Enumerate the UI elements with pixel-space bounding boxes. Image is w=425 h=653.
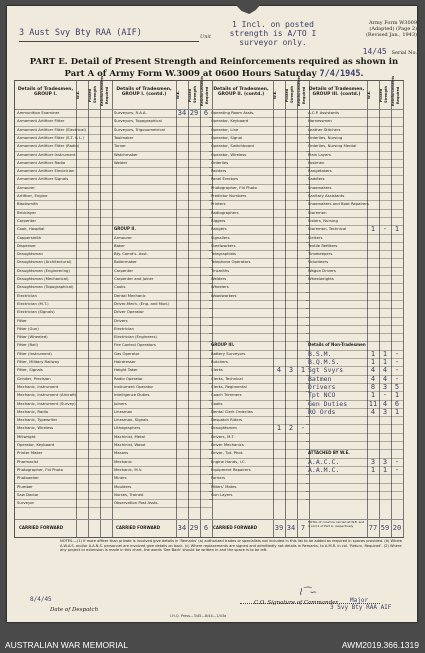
serial-label: Serial No. [391,50,417,56]
count-value: 29 [189,109,199,117]
count-value: 1 [394,407,400,416]
unit-field: 3 Aust Svy Bty RAA (AIF) [19,28,199,42]
carried-forward-label: CARRIED FORWARD [19,525,64,530]
trade-label: Draughtsman (Architectural) [17,259,72,265]
non-tradesman-label: B.Q.M.S. [308,358,340,366]
totals-label: TOTAL of columns carried at W.E. and 1 and 2 of Part A, respectively [308,520,365,528]
trade-label: Orderlies, Nursing [308,134,343,140]
subcolumn-header: Reinforcements Required [100,75,109,106]
trade-label: Operator, Signal [211,134,243,140]
trade-label: Mechanic, Typewriter [17,417,58,423]
row-line [112,184,212,185]
count-value: - [394,374,400,383]
row-line [209,333,309,334]
trade-label: Operating Room Assts. [211,110,255,115]
trade-label: Postmen [308,159,325,165]
trade-label: Fitters' Mates [211,483,237,489]
archive-id: AWM2019.366.1319 [341,640,419,650]
trade-label: Mechanic, Instrument (Survey) [17,400,76,406]
trade-label: Plain Layers [308,151,331,157]
trade-label: Clerks [211,367,223,373]
group-heading: GROUP III. [211,342,235,348]
trade-label: Orderlies, Nursing Mental [308,143,357,149]
row-line [306,300,403,301]
non-tradesman-label: Gen Duties [308,399,348,408]
trade-label: Draughtsmen [211,425,237,431]
trade-label: Electrician [114,325,134,331]
trade-label: Electrician (M.T.) [17,300,49,306]
trade-label: Dispenser [17,242,36,248]
trade-label: Battery Surveyors [211,350,246,356]
count-value: - [394,465,400,474]
trade-label: Observation Post Assts. [114,500,159,506]
trade-label: Mechanic, M.V. [114,466,143,472]
form-adapted: (Adapted) (Page 2) [369,26,417,32]
trade-label: Wagon Drivers [308,267,336,273]
row-line [306,308,403,309]
typed-note: 1 Incl. on posted strength is A/TO I surveyor only. [229,20,317,47]
trade-label: Radiographers [211,209,239,215]
count-value: 3 [382,457,388,466]
row-line [112,200,212,201]
trade-label: Mechanic, Wireless [17,425,54,431]
subcolumn-header: W.E. [176,90,180,100]
total-value: 39 [274,524,284,532]
trade-label: Equipment Repairers [211,466,251,472]
row-line [306,441,403,442]
non-tradesman-label: Drivers [308,382,336,391]
trade-label: Drivers, M.T. [211,433,235,439]
trade-label: Signallers [211,234,230,240]
trade-label: Predictor Numbers [211,193,247,198]
trade-label: Fitter (Instrument) [17,350,52,356]
carried-forward-label: CARRIED FORWARD [213,525,258,530]
trade-label: Millwright [17,433,36,439]
trade-label: Timekeepers [308,251,333,257]
column-header: Details of Tradesmen, GROUP III. (contd.) [308,87,365,97]
unit-label: Unit [200,34,212,40]
trade-label: Boilermaker [114,259,137,265]
trade-label: Masons [114,450,129,456]
trade-label: Printer Maker [17,450,43,456]
trade-label: Instrument Operator [114,383,154,389]
count-value: - [394,366,400,375]
trade-label: Sisters, Nursing [308,217,338,223]
count-value: 1 [370,391,376,400]
column-header: Details of Tradesmen, GROUP I. [17,87,74,97]
row-line [306,433,403,434]
count-value: 3 [370,457,376,466]
row-line [15,507,112,508]
trade-label: Panel Erectors [211,176,239,182]
row-line [306,292,403,293]
serial-value: 14/45 [362,47,387,56]
count-value: 4 [370,407,376,416]
form-number-block [337,20,417,38]
trade-label: Nurses, Trained [114,491,144,497]
total-value: 34 [177,524,187,532]
trade-label: Operator, Switchboard [211,143,254,149]
subcolumn-header: W.E. [367,90,371,100]
row-line [209,317,309,318]
trade-label: Pharmacist [17,458,39,464]
non-tradesman-label: Batmen [308,374,332,383]
trade-label: Armament Artificer Instrument [17,151,76,157]
trade-label: Bty. Comd's. Asst. [114,251,148,257]
trade-label: Strikers [308,234,323,240]
row-line [306,333,403,334]
trade-label: Harnessmen [308,118,332,124]
count-value: - [382,225,388,234]
row-line [112,209,212,210]
trade-label: Armament Artificer Signals [17,176,69,182]
non-tradesman-label: RO Ords [308,407,336,416]
trade-label: Despatch Riders [211,417,243,423]
count-value: 4 [370,366,376,375]
trade-label: Telephone Operators [211,259,251,265]
trade-label: Dental Mechanic [114,292,146,298]
signature-unit: 3 Svy Bty RAA AIF [330,604,392,611]
trade-label: Fire Control Operators [114,342,156,348]
row-line [209,308,309,309]
count-value: 1 [382,465,388,474]
trade-label: Mechanic [114,458,132,464]
trade-label: Carpenter [114,267,134,273]
trade-label: Height Taker [114,367,138,373]
form-title-suffix: . [360,69,364,79]
trade-label: Storemen, Technical [308,226,347,232]
row-line [306,499,403,500]
count-value: 6 [203,109,209,117]
count-value: 1 [370,465,376,474]
trade-label: Toolmaker [114,134,134,140]
serial-number [337,47,417,56]
trade-label: Gas Operator [114,350,140,356]
attached-label: A.A.M.C. [308,465,340,474]
trade-label: Saw Doctor [17,491,39,497]
count-value: 1 [382,349,388,358]
total-value: 77 [368,524,378,532]
total-value: 34 [286,524,296,532]
row-line [112,167,212,168]
trade-label: Mechanic, Radio [17,408,49,414]
trade-label: Orderlies [211,159,229,165]
trade-label: Clerks, Technical [211,375,243,381]
trade-label: Cooks [114,284,126,290]
trade-label: Draughtsman (Mechanical) [17,276,69,281]
trade-label: Sanitary Assistants [308,193,345,198]
count-value: 1 [370,225,376,234]
count-value: 4 [382,374,388,383]
trade-label: Linesman, Signals [114,417,149,423]
trade-label: Plumber [17,483,33,489]
count-value: 1 [370,358,376,366]
form-title-prefix: Part A of Army Form W.3009 at 0600 Hours Saturday [64,69,317,79]
total-value: 29 [189,524,199,532]
trade-label: Rangetakers [308,168,332,174]
count-value: 5 [394,382,400,391]
row-line [306,483,403,484]
archive-name: AUSTRALIAN WAR MEMORIAL [5,640,128,650]
trade-label: Armourer [114,234,132,240]
non-tradesman-label: B.S.M. [308,349,332,358]
row-line [306,416,403,417]
trade-label: Photowriter [17,475,39,481]
trade-label: Joiners [114,400,127,406]
subcolumn-header: W.E. [76,90,80,100]
trade-label: A.C.P. Assistants [308,110,339,115]
count-value: - [394,349,400,358]
trade-label: Operator, Keyboard [211,118,249,124]
trade-label: Leather Stitchers [308,126,341,132]
trade-label: Driver Mechanics [211,442,244,447]
trade-label: Farriers [211,475,226,481]
trade-label: Steelworkers [211,242,236,248]
row-line [306,283,403,284]
count-value: 3 [382,407,388,416]
trade-label: Blacksmith [17,201,38,207]
trade-label: Photographer, Fld Photo [17,466,63,472]
strength-table [14,75,404,538]
row-line [306,317,403,318]
trade-label: Lithographers [114,425,141,431]
group-heading: GROUP II. [114,226,136,232]
form-revised: (Revised Jan., 1943) [365,32,417,38]
column-header: Details of Tradesmen, GROUP I. (contd.) [116,87,172,97]
total-value: 6 [203,524,209,532]
trade-label: Telegraphists [211,251,237,257]
form-title-line1: PART E. Detail of Present Strength and Reinforcements required as shown in [29,57,399,67]
count-value: 3 [382,382,388,391]
trade-label: Cook, Hospital [17,226,45,232]
trade-label: Carpenter [17,217,37,223]
attached-label: A.A.C.C. [308,457,340,466]
trade-label: Riggers [211,217,226,223]
printer-imprint: I.H.Q. Press—3/45—8/44—1/43a [170,614,227,618]
trade-label: Operator, Keyboard [17,442,55,447]
trade-label: Draughtsman [17,251,43,257]
trade-label: Gun Layers [211,491,233,497]
row-line [306,325,403,326]
archive-footer [0,627,425,653]
row-line [306,491,403,492]
row-line [209,300,309,301]
count-value: 2 [288,424,294,433]
trade-label: Fitter, Military Railway [17,359,60,364]
trade-label: Surveyors, Topographical [114,118,162,124]
subcolumn-header: Posted Strength [88,86,97,104]
trade-label: Intelligence Duties [114,392,150,398]
trade-label: Cooks [211,400,223,406]
form-title-date: 7/4/1945 [319,69,361,79]
trade-label: Electrician [17,292,37,298]
total-value: 20 [392,524,402,532]
row-line [209,499,309,500]
count-value: 11 [368,399,378,408]
row-line [209,325,309,326]
count-value: - [382,391,388,400]
trade-label: Machinist, Wood [114,442,146,447]
subcolumn-header: Reinforcements Required [297,75,306,106]
non-tradesman-label: Tpt NCO [308,391,336,400]
count-value: 4 [370,374,376,383]
subcolumn-header: Reinforcements Required [200,75,209,106]
row-line [112,175,212,176]
trade-label: Armament Artificer Fitter [17,118,65,124]
count-value: 1 [300,366,306,375]
notes-text: NOTES.—(1) If more officer than private is involved give details in 'Remarks' (a) authorized trades or specialists not included in this list to be added as required in spaces provided. (b) Where A.W.A.S. and/or A.A.N.S. personnel are involved give details on back. (c) Where replacements are signed and admittedly not details in Remarks, to A.M.R. in col. 'Return, Required'. (2) Where any project or extension is made in this chart, the words 'See Back' should be written in and the space is to be left. [60,539,403,553]
count-value: 1 [370,349,376,358]
trade-label: Bricklayer [17,209,37,215]
total-value: 7 [300,524,306,532]
trade-label: Saddlers [308,176,325,182]
row-line [112,507,212,508]
count-value: 1 [394,225,400,234]
count-value: - [300,424,306,433]
trade-label: Welder [114,159,128,165]
row-line [306,424,403,425]
form-name: Army Form W3009 [369,20,417,26]
count-value: 4 [382,366,388,375]
trade-label: Draughtsman (Engineering) [17,267,70,273]
signature-handwritten: ⌇⁀∽ [298,588,318,598]
trade-label: Driver, Tpt. Phot. [211,450,244,456]
trade-label: Photographer, Fld Photo [211,184,257,190]
subcolumn-header: Posted Strength [188,86,197,104]
count-value: 1 [276,424,282,433]
trade-label: Driver Operator [114,309,144,315]
row-line [112,217,212,218]
count-value: - [394,457,400,466]
subcolumn-header: Posted Strength [285,86,294,104]
trade-label: Grinder, Precision [17,375,51,381]
trade-label: Wheelwrights [308,276,334,281]
non-tradesman-label: Sgt Svyrs [308,366,344,375]
trade-label: Electrician (Signals) [17,309,55,315]
trade-label: Coppersmith [17,234,42,240]
trade-label: Woodworkers [211,292,237,298]
trade-label: Armourer [17,184,35,190]
trade-label: Moulders [114,483,132,489]
trade-label: Coach Trimmers [211,392,242,398]
count-value: - [394,358,400,366]
trade-label: Operator, Line [211,126,239,132]
trade-label: Fitter (Wheeled) [17,334,48,340]
count-value: 8 [370,382,376,391]
total-value: 59 [380,524,390,532]
count-value: 4 [382,399,388,408]
trade-label: Hairdresser [114,359,136,364]
trade-label: Artificer, Engine [17,193,48,198]
trade-label: Shoemakers and Boot Repairers [308,201,369,207]
trade-label: Ammunition Examiner [17,110,60,115]
trade-label: Baker [114,242,125,248]
count-value: 1 [394,391,400,400]
signature-label: C.O. Signature of Commander [254,600,338,606]
trade-label: Draughtsman (Topographical) [17,284,74,290]
column-header: Details of Tradesmen, GROUP II. (contd.) [213,87,269,97]
trade-label: Watchmaker [114,151,138,157]
count-value: 34 [177,109,187,117]
trade-label: Printers [211,201,226,207]
trade-label: Driver-Mech. (Eng. and Mod.) [114,300,170,306]
trade-label: Fitter (Gun) [17,325,39,331]
trade-label: Volunteers [308,259,329,265]
trade-label: Electrician (Engineers) [114,334,157,340]
trade-label: Surveyor [17,500,35,506]
despatch-date: 8/4/45 [30,596,52,603]
trade-label: Carpenter and Joiner [114,276,154,281]
trade-label: Tinsmiths [211,267,230,273]
trade-label: Butchers [211,359,228,364]
trade-label: Welders [211,276,227,281]
torn-edge [235,4,261,14]
trade-label: Radio Operator [114,375,143,381]
trade-label: Wheelers [211,284,229,290]
count-value: 4 [276,366,282,375]
trade-label: Operator, Wireless [211,151,247,157]
trade-label: Clerks, Regimental [211,383,247,389]
form-title-line2 [19,69,409,79]
count-value: 3 [288,366,294,375]
trade-label: Turner [114,143,126,149]
signature-rank: Major [350,597,369,604]
row-line [112,192,212,193]
trade-label: Fitter (Rail) [17,342,38,348]
trade-label: Mechanic, Instrument [17,383,59,389]
trade-label: Fitter, Signals [17,367,43,373]
trade-label: Armament Artificer Electrician [17,168,75,174]
trade-label: Drivers [114,317,128,323]
trade-label: Surveyors, R.A.A. [114,110,147,115]
carried-forward-label: CARRIED FORWARD [116,525,161,530]
trade-label: Armament Artificer Fitter (Electrical) [17,126,86,132]
trade-label: Mechanic, Instrument (Aircraft) [17,392,77,398]
subcolumn-header: Reinforcements Required [391,75,400,106]
trade-label: Linesman [114,408,133,414]
trade-label: Painters [211,168,227,174]
subcolumn-header: W.E. [273,90,277,100]
subcolumn-header: Posted Strength [379,86,388,104]
trade-label: Textile Refitters [308,242,338,248]
trade-label: Rangers [211,226,227,232]
row-line [306,474,403,475]
trade-label: Miners [114,475,127,481]
trade-label: Armament Artificer Radio [17,159,66,165]
trade-label: Engine Hands, I.C. [211,458,246,464]
group-heading: ATTACHED BY W.E. [308,450,350,456]
trade-label: Machinist, Metal [114,433,145,439]
group-heading: Details of Non-Tradesmen [308,342,366,348]
trade-label: Armament Artificer Fitter (Radio) [17,143,80,149]
count-value: 6 [394,399,400,408]
trade-label: Armament Artificer Fitter (S.T. & L.) [17,134,84,140]
despatch-date-label: Date of Despatch [50,607,99,613]
trade-label: Fitter [17,317,27,323]
trade-label: Surveyors, Trigonometrical [114,126,165,132]
trade-label: Storemen [308,209,327,215]
trade-label: Dental Clerk Orderlies [211,408,253,414]
trade-label: Shoemakers [308,184,332,190]
count-value: 1 [382,358,388,366]
